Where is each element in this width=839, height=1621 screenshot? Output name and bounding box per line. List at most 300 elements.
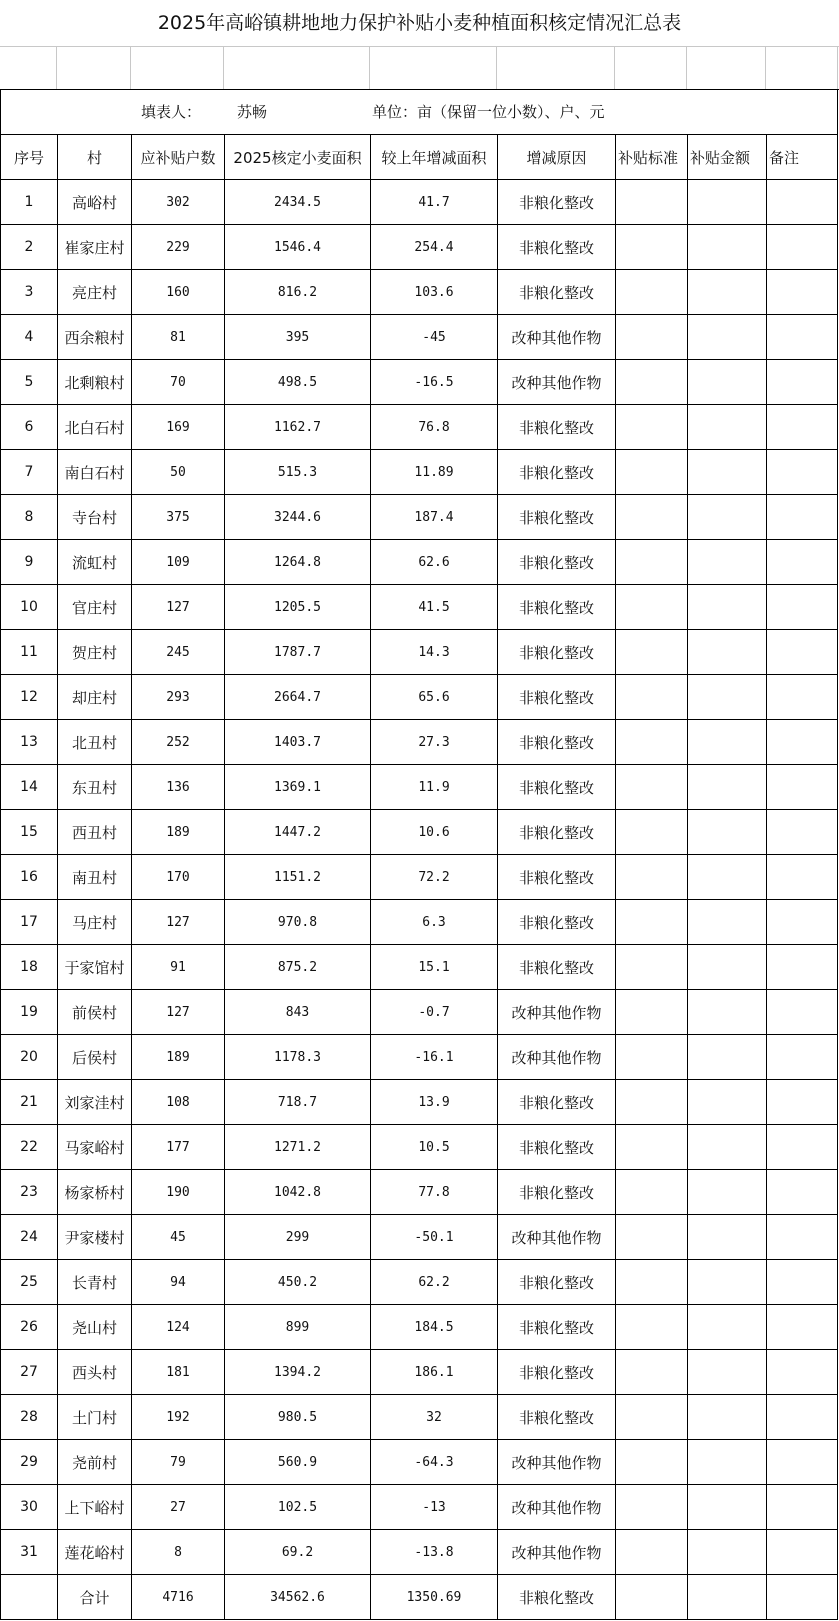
households-cell[interactable]: 375	[132, 495, 225, 540]
area-change-cell[interactable]: -16.5	[371, 360, 498, 405]
subsidy-standard-cell[interactable]	[616, 900, 688, 945]
blank-cell[interactable]	[497, 47, 615, 89]
remarks-cell[interactable]	[767, 1215, 838, 1260]
blank-cell[interactable]	[370, 47, 497, 89]
village-cell[interactable]: 崔家庄村	[58, 225, 132, 270]
wheat-area-cell[interactable]: 450.2	[225, 1260, 371, 1305]
seq-cell[interactable]: 18	[1, 945, 58, 990]
subsidy-standard-cell[interactable]	[616, 810, 688, 855]
seq-cell[interactable]: 8	[1, 495, 58, 540]
header-seq[interactable]: 序号	[1, 135, 58, 180]
area-change-cell[interactable]: 77.8	[371, 1170, 498, 1215]
blank-cell[interactable]	[766, 47, 838, 89]
subsidy-standard-cell[interactable]	[616, 720, 688, 765]
change-reason-cell[interactable]: 非粮化整改	[498, 1350, 616, 1395]
subsidy-standard-cell[interactable]	[616, 1215, 688, 1260]
subsidy-amount-cell[interactable]	[688, 1350, 767, 1395]
wheat-area-cell[interactable]: 515.3	[225, 450, 371, 495]
blank-cell[interactable]	[224, 47, 370, 89]
remarks-cell[interactable]	[767, 360, 838, 405]
wheat-area-cell[interactable]: 1162.7	[225, 405, 371, 450]
village-cell[interactable]: 尧前村	[58, 1440, 132, 1485]
area-change-cell[interactable]: 6.3	[371, 900, 498, 945]
change-reason-cell[interactable]: 非粮化整改	[498, 450, 616, 495]
subsidy-amount-cell[interactable]	[688, 810, 767, 855]
change-reason-cell[interactable]: 改种其他作物	[498, 1485, 616, 1530]
remarks-cell[interactable]	[767, 765, 838, 810]
households-cell[interactable]: 109	[132, 540, 225, 585]
seq-cell[interactable]: 13	[1, 720, 58, 765]
wheat-area-cell[interactable]: 1205.5	[225, 585, 371, 630]
village-cell[interactable]: 杨家桥村	[58, 1170, 132, 1215]
subsidy-amount-cell[interactable]	[688, 675, 767, 720]
change-reason-cell[interactable]: 非粮化整改	[498, 495, 616, 540]
seq-cell[interactable]: 2	[1, 225, 58, 270]
seq-cell[interactable]: 27	[1, 1350, 58, 1395]
area-change-cell[interactable]: -50.1	[371, 1215, 498, 1260]
area-change-cell[interactable]: -0.7	[371, 990, 498, 1035]
wheat-area-cell[interactable]: 1403.7	[225, 720, 371, 765]
area-change-cell[interactable]: 72.2	[371, 855, 498, 900]
subsidy-standard-cell[interactable]	[616, 945, 688, 990]
header-households[interactable]: 应补贴户数	[132, 135, 225, 180]
change-reason-cell[interactable]: 非粮化整改	[498, 1260, 616, 1305]
subsidy-amount-cell[interactable]	[688, 990, 767, 1035]
subsidy-standard-cell[interactable]	[616, 1395, 688, 1440]
subsidy-standard-cell[interactable]	[616, 180, 688, 225]
households-cell[interactable]: 177	[132, 1125, 225, 1170]
subsidy-amount-cell[interactable]	[688, 270, 767, 315]
area-change-cell[interactable]: 41.7	[371, 180, 498, 225]
subsidy-amount-cell[interactable]	[688, 1305, 767, 1350]
subsidy-amount-cell[interactable]	[688, 945, 767, 990]
wheat-area-cell[interactable]: 980.5	[225, 1395, 371, 1440]
area-change-cell[interactable]: 32	[371, 1395, 498, 1440]
subsidy-amount-cell[interactable]	[688, 540, 767, 585]
remarks-cell[interactable]	[767, 270, 838, 315]
households-cell[interactable]: 189	[132, 810, 225, 855]
subsidy-standard-cell[interactable]	[616, 855, 688, 900]
village-cell[interactable]: 尧山村	[58, 1305, 132, 1350]
change-reason-cell[interactable]: 非粮化整改	[498, 1575, 616, 1620]
households-cell[interactable]: 136	[132, 765, 225, 810]
households-cell[interactable]: 8	[132, 1530, 225, 1575]
subsidy-standard-cell[interactable]	[616, 270, 688, 315]
area-change-cell[interactable]: 11.89	[371, 450, 498, 495]
change-reason-cell[interactable]: 非粮化整改	[498, 1395, 616, 1440]
households-cell[interactable]: 79	[132, 1440, 225, 1485]
wheat-area-cell[interactable]: 1042.8	[225, 1170, 371, 1215]
remarks-cell[interactable]	[767, 315, 838, 360]
header-remarks[interactable]: 备注	[767, 135, 838, 180]
area-change-cell[interactable]: 65.6	[371, 675, 498, 720]
households-cell[interactable]: 4716	[132, 1575, 225, 1620]
remarks-cell[interactable]	[767, 1260, 838, 1305]
remarks-cell[interactable]	[767, 180, 838, 225]
seq-cell[interactable]: 22	[1, 1125, 58, 1170]
wheat-area-cell[interactable]: 2434.5	[225, 180, 371, 225]
area-change-cell[interactable]: 186.1	[371, 1350, 498, 1395]
seq-cell[interactable]: 4	[1, 315, 58, 360]
households-cell[interactable]: 94	[132, 1260, 225, 1305]
blank-cell[interactable]	[57, 47, 131, 89]
wheat-area-cell[interactable]: 1271.2	[225, 1125, 371, 1170]
wheat-area-cell[interactable]: 1178.3	[225, 1035, 371, 1080]
households-cell[interactable]: 245	[132, 630, 225, 675]
subsidy-standard-cell[interactable]	[616, 1125, 688, 1170]
subsidy-standard-cell[interactable]	[616, 1260, 688, 1305]
wheat-area-cell[interactable]: 69.2	[225, 1530, 371, 1575]
subsidy-standard-cell[interactable]	[616, 360, 688, 405]
wheat-area-cell[interactable]: 875.2	[225, 945, 371, 990]
wheat-area-cell[interactable]: 498.5	[225, 360, 371, 405]
remarks-cell[interactable]	[767, 1170, 838, 1215]
seq-cell[interactable]: 7	[1, 450, 58, 495]
remarks-cell[interactable]	[767, 990, 838, 1035]
seq-cell[interactable]: 15	[1, 810, 58, 855]
village-cell[interactable]: 尹家楼村	[58, 1215, 132, 1260]
subsidy-standard-cell[interactable]	[616, 540, 688, 585]
village-cell[interactable]: 西余粮村	[58, 315, 132, 360]
village-cell[interactable]: 莲花峪村	[58, 1530, 132, 1575]
area-change-cell[interactable]: -13.8	[371, 1530, 498, 1575]
area-change-cell[interactable]: 187.4	[371, 495, 498, 540]
village-cell[interactable]: 高峪村	[58, 180, 132, 225]
households-cell[interactable]: 70	[132, 360, 225, 405]
seq-cell[interactable]: 29	[1, 1440, 58, 1485]
change-reason-cell[interactable]: 非粮化整改	[498, 945, 616, 990]
change-reason-cell[interactable]: 非粮化整改	[498, 1080, 616, 1125]
village-cell[interactable]: 东丑村	[58, 765, 132, 810]
households-cell[interactable]: 50	[132, 450, 225, 495]
change-reason-cell[interactable]: 非粮化整改	[498, 675, 616, 720]
subsidy-amount-cell[interactable]	[688, 855, 767, 900]
area-change-cell[interactable]: -16.1	[371, 1035, 498, 1080]
subsidy-amount-cell[interactable]	[688, 900, 767, 945]
households-cell[interactable]: 127	[132, 900, 225, 945]
header-subsidy-amount[interactable]: 补贴金额	[688, 135, 767, 180]
subsidy-standard-cell[interactable]	[616, 315, 688, 360]
village-cell[interactable]: 流虹村	[58, 540, 132, 585]
change-reason-cell[interactable]: 改种其他作物	[498, 1440, 616, 1485]
households-cell[interactable]: 293	[132, 675, 225, 720]
subsidy-amount-cell[interactable]	[688, 1485, 767, 1530]
change-reason-cell[interactable]: 改种其他作物	[498, 1035, 616, 1080]
village-cell[interactable]: 北剩粮村	[58, 360, 132, 405]
change-reason-cell[interactable]: 非粮化整改	[498, 630, 616, 675]
village-cell[interactable]: 西丑村	[58, 810, 132, 855]
wheat-area-cell[interactable]: 395	[225, 315, 371, 360]
households-cell[interactable]: 127	[132, 585, 225, 630]
village-cell[interactable]: 土门村	[58, 1395, 132, 1440]
households-cell[interactable]: 190	[132, 1170, 225, 1215]
seq-cell[interactable]: 20	[1, 1035, 58, 1080]
remarks-cell[interactable]	[767, 450, 838, 495]
seq-cell[interactable]: 3	[1, 270, 58, 315]
remarks-cell[interactable]	[767, 855, 838, 900]
households-cell[interactable]: 229	[132, 225, 225, 270]
subsidy-amount-cell[interactable]	[688, 630, 767, 675]
header-village[interactable]: 村	[58, 135, 132, 180]
area-change-cell[interactable]: 62.2	[371, 1260, 498, 1305]
subsidy-amount-cell[interactable]	[688, 405, 767, 450]
subsidy-amount-cell[interactable]	[688, 1170, 767, 1215]
remarks-cell[interactable]	[767, 630, 838, 675]
change-reason-cell[interactable]: 改种其他作物	[498, 315, 616, 360]
wheat-area-cell[interactable]: 1447.2	[225, 810, 371, 855]
change-reason-cell[interactable]: 非粮化整改	[498, 225, 616, 270]
change-reason-cell[interactable]: 非粮化整改	[498, 1305, 616, 1350]
blank-cell[interactable]	[687, 47, 766, 89]
seq-cell[interactable]: 5	[1, 360, 58, 405]
seq-cell[interactable]: 21	[1, 1080, 58, 1125]
area-change-cell[interactable]: 62.6	[371, 540, 498, 585]
seq-cell[interactable]: 14	[1, 765, 58, 810]
remarks-cell[interactable]	[767, 1485, 838, 1530]
remarks-cell[interactable]	[767, 900, 838, 945]
wheat-area-cell[interactable]: 3244.6	[225, 495, 371, 540]
subsidy-standard-cell[interactable]	[616, 225, 688, 270]
header-area-change[interactable]: 较上年增减面积	[371, 135, 498, 180]
village-cell[interactable]: 合计	[58, 1575, 132, 1620]
subsidy-standard-cell[interactable]	[616, 1170, 688, 1215]
seq-cell[interactable]: 17	[1, 900, 58, 945]
seq-cell[interactable]: 12	[1, 675, 58, 720]
header-wheat-area[interactable]: 2025核定小麦面积	[225, 135, 371, 180]
wheat-area-cell[interactable]: 1264.8	[225, 540, 371, 585]
wheat-area-cell[interactable]: 299	[225, 1215, 371, 1260]
area-change-cell[interactable]: 15.1	[371, 945, 498, 990]
change-reason-cell[interactable]: 非粮化整改	[498, 540, 616, 585]
remarks-cell[interactable]	[767, 585, 838, 630]
remarks-cell[interactable]	[767, 945, 838, 990]
subsidy-amount-cell[interactable]	[688, 360, 767, 405]
households-cell[interactable]: 169	[132, 405, 225, 450]
seq-cell[interactable]	[1, 1575, 58, 1620]
subsidy-amount-cell[interactable]	[688, 585, 767, 630]
subsidy-amount-cell[interactable]	[688, 1260, 767, 1305]
wheat-area-cell[interactable]: 970.8	[225, 900, 371, 945]
change-reason-cell[interactable]: 非粮化整改	[498, 900, 616, 945]
wheat-area-cell[interactable]: 1151.2	[225, 855, 371, 900]
subsidy-standard-cell[interactable]	[616, 765, 688, 810]
seq-cell[interactable]: 31	[1, 1530, 58, 1575]
households-cell[interactable]: 181	[132, 1350, 225, 1395]
households-cell[interactable]: 127	[132, 990, 225, 1035]
subsidy-standard-cell[interactable]	[616, 1530, 688, 1575]
area-change-cell[interactable]: 10.5	[371, 1125, 498, 1170]
subsidy-amount-cell[interactable]	[688, 495, 767, 540]
change-reason-cell[interactable]: 非粮化整改	[498, 585, 616, 630]
households-cell[interactable]: 192	[132, 1395, 225, 1440]
wheat-area-cell[interactable]: 34562.6	[225, 1575, 371, 1620]
village-cell[interactable]: 寺台村	[58, 495, 132, 540]
remarks-cell[interactable]	[767, 720, 838, 765]
subsidy-amount-cell[interactable]	[688, 1440, 767, 1485]
subsidy-standard-cell[interactable]	[616, 990, 688, 1035]
blank-cell[interactable]	[131, 47, 224, 89]
village-cell[interactable]: 贺庄村	[58, 630, 132, 675]
wheat-area-cell[interactable]: 899	[225, 1305, 371, 1350]
area-change-cell[interactable]: 76.8	[371, 405, 498, 450]
households-cell[interactable]: 170	[132, 855, 225, 900]
change-reason-cell[interactable]: 非粮化整改	[498, 855, 616, 900]
remarks-cell[interactable]	[767, 495, 838, 540]
change-reason-cell[interactable]: 非粮化整改	[498, 720, 616, 765]
seq-cell[interactable]: 28	[1, 1395, 58, 1440]
wheat-area-cell[interactable]: 1787.7	[225, 630, 371, 675]
village-cell[interactable]: 西头村	[58, 1350, 132, 1395]
header-subsidy-standard[interactable]: 补贴标准	[616, 135, 688, 180]
seq-cell[interactable]: 16	[1, 855, 58, 900]
wheat-area-cell[interactable]: 560.9	[225, 1440, 371, 1485]
wheat-area-cell[interactable]: 843	[225, 990, 371, 1035]
wheat-area-cell[interactable]: 2664.7	[225, 675, 371, 720]
change-reason-cell[interactable]: 非粮化整改	[498, 270, 616, 315]
households-cell[interactable]: 91	[132, 945, 225, 990]
households-cell[interactable]: 252	[132, 720, 225, 765]
subsidy-standard-cell[interactable]	[616, 405, 688, 450]
subsidy-standard-cell[interactable]	[616, 450, 688, 495]
change-reason-cell[interactable]: 非粮化整改	[498, 765, 616, 810]
remarks-cell[interactable]	[767, 1125, 838, 1170]
village-cell[interactable]: 北白石村	[58, 405, 132, 450]
seq-cell[interactable]: 6	[1, 405, 58, 450]
village-cell[interactable]: 上下峪村	[58, 1485, 132, 1530]
area-change-cell[interactable]: 103.6	[371, 270, 498, 315]
households-cell[interactable]: 81	[132, 315, 225, 360]
area-change-cell[interactable]: 14.3	[371, 630, 498, 675]
area-change-cell[interactable]: 254.4	[371, 225, 498, 270]
seq-cell[interactable]: 10	[1, 585, 58, 630]
village-cell[interactable]: 长青村	[58, 1260, 132, 1305]
households-cell[interactable]: 108	[132, 1080, 225, 1125]
remarks-cell[interactable]	[767, 1395, 838, 1440]
households-cell[interactable]: 160	[132, 270, 225, 315]
village-cell[interactable]: 北丑村	[58, 720, 132, 765]
seq-cell[interactable]: 26	[1, 1305, 58, 1350]
blank-cell[interactable]	[0, 47, 57, 89]
area-change-cell[interactable]: 41.5	[371, 585, 498, 630]
subsidy-standard-cell[interactable]	[616, 1350, 688, 1395]
seq-cell[interactable]: 30	[1, 1485, 58, 1530]
subsidy-standard-cell[interactable]	[616, 1080, 688, 1125]
wheat-area-cell[interactable]: 102.5	[225, 1485, 371, 1530]
area-change-cell[interactable]: 11.9	[371, 765, 498, 810]
area-change-cell[interactable]: -64.3	[371, 1440, 498, 1485]
change-reason-cell[interactable]: 改种其他作物	[498, 990, 616, 1035]
village-cell[interactable]: 却庄村	[58, 675, 132, 720]
subsidy-amount-cell[interactable]	[688, 1395, 767, 1440]
subsidy-standard-cell[interactable]	[616, 630, 688, 675]
village-cell[interactable]: 刘家洼村	[58, 1080, 132, 1125]
subsidy-standard-cell[interactable]	[616, 495, 688, 540]
change-reason-cell[interactable]: 改种其他作物	[498, 1215, 616, 1260]
subsidy-amount-cell[interactable]	[688, 1125, 767, 1170]
remarks-cell[interactable]	[767, 405, 838, 450]
wheat-area-cell[interactable]: 816.2	[225, 270, 371, 315]
remarks-cell[interactable]	[767, 540, 838, 585]
area-change-cell[interactable]: 1350.69	[371, 1575, 498, 1620]
seq-cell[interactable]: 23	[1, 1170, 58, 1215]
subsidy-standard-cell[interactable]	[616, 585, 688, 630]
blank-cell[interactable]	[615, 47, 687, 89]
subsidy-amount-cell[interactable]	[688, 1035, 767, 1080]
households-cell[interactable]: 302	[132, 180, 225, 225]
area-change-cell[interactable]: -13	[371, 1485, 498, 1530]
subsidy-amount-cell[interactable]	[688, 1215, 767, 1260]
remarks-cell[interactable]	[767, 1530, 838, 1575]
remarks-cell[interactable]	[767, 1575, 838, 1620]
remarks-cell[interactable]	[767, 1305, 838, 1350]
seq-cell[interactable]: 11	[1, 630, 58, 675]
village-cell[interactable]: 前侯村	[58, 990, 132, 1035]
subsidy-amount-cell[interactable]	[688, 720, 767, 765]
subsidy-standard-cell[interactable]	[616, 1575, 688, 1620]
seq-cell[interactable]: 9	[1, 540, 58, 585]
remarks-cell[interactable]	[767, 1350, 838, 1395]
change-reason-cell[interactable]: 非粮化整改	[498, 180, 616, 225]
subsidy-standard-cell[interactable]	[616, 1305, 688, 1350]
village-cell[interactable]: 官庄村	[58, 585, 132, 630]
village-cell[interactable]: 亮庄村	[58, 270, 132, 315]
households-cell[interactable]: 124	[132, 1305, 225, 1350]
village-cell[interactable]: 南丑村	[58, 855, 132, 900]
subsidy-amount-cell[interactable]	[688, 450, 767, 495]
area-change-cell[interactable]: 184.5	[371, 1305, 498, 1350]
wheat-area-cell[interactable]: 718.7	[225, 1080, 371, 1125]
subsidy-amount-cell[interactable]	[688, 225, 767, 270]
area-change-cell[interactable]: -45	[371, 315, 498, 360]
subsidy-standard-cell[interactable]	[616, 1440, 688, 1485]
wheat-area-cell[interactable]: 1369.1	[225, 765, 371, 810]
village-cell[interactable]: 马家峪村	[58, 1125, 132, 1170]
remarks-cell[interactable]	[767, 1080, 838, 1125]
subsidy-amount-cell[interactable]	[688, 1575, 767, 1620]
remarks-cell[interactable]	[767, 225, 838, 270]
remarks-cell[interactable]	[767, 1440, 838, 1485]
seq-cell[interactable]: 1	[1, 180, 58, 225]
village-cell[interactable]: 于家馆村	[58, 945, 132, 990]
subsidy-amount-cell[interactable]	[688, 315, 767, 360]
wheat-area-cell[interactable]: 1546.4	[225, 225, 371, 270]
area-change-cell[interactable]: 13.9	[371, 1080, 498, 1125]
remarks-cell[interactable]	[767, 810, 838, 855]
change-reason-cell[interactable]: 非粮化整改	[498, 1170, 616, 1215]
change-reason-cell[interactable]: 改种其他作物	[498, 360, 616, 405]
subsidy-amount-cell[interactable]	[688, 180, 767, 225]
change-reason-cell[interactable]: 非粮化整改	[498, 405, 616, 450]
subsidy-amount-cell[interactable]	[688, 1080, 767, 1125]
seq-cell[interactable]: 24	[1, 1215, 58, 1260]
remarks-cell[interactable]	[767, 1035, 838, 1080]
header-change-reason[interactable]: 增减原因	[498, 135, 616, 180]
seq-cell[interactable]: 19	[1, 990, 58, 1035]
area-change-cell[interactable]: 27.3	[371, 720, 498, 765]
change-reason-cell[interactable]: 非粮化整改	[498, 810, 616, 855]
village-cell[interactable]: 马庄村	[58, 900, 132, 945]
subsidy-amount-cell[interactable]	[688, 1530, 767, 1575]
village-cell[interactable]: 南白石村	[58, 450, 132, 495]
remarks-cell[interactable]	[767, 675, 838, 720]
households-cell[interactable]: 189	[132, 1035, 225, 1080]
change-reason-cell[interactable]: 改种其他作物	[498, 1530, 616, 1575]
subsidy-standard-cell[interactable]	[616, 675, 688, 720]
wheat-area-cell[interactable]: 1394.2	[225, 1350, 371, 1395]
households-cell[interactable]: 45	[132, 1215, 225, 1260]
subsidy-standard-cell[interactable]	[616, 1485, 688, 1530]
change-reason-cell[interactable]: 非粮化整改	[498, 1125, 616, 1170]
